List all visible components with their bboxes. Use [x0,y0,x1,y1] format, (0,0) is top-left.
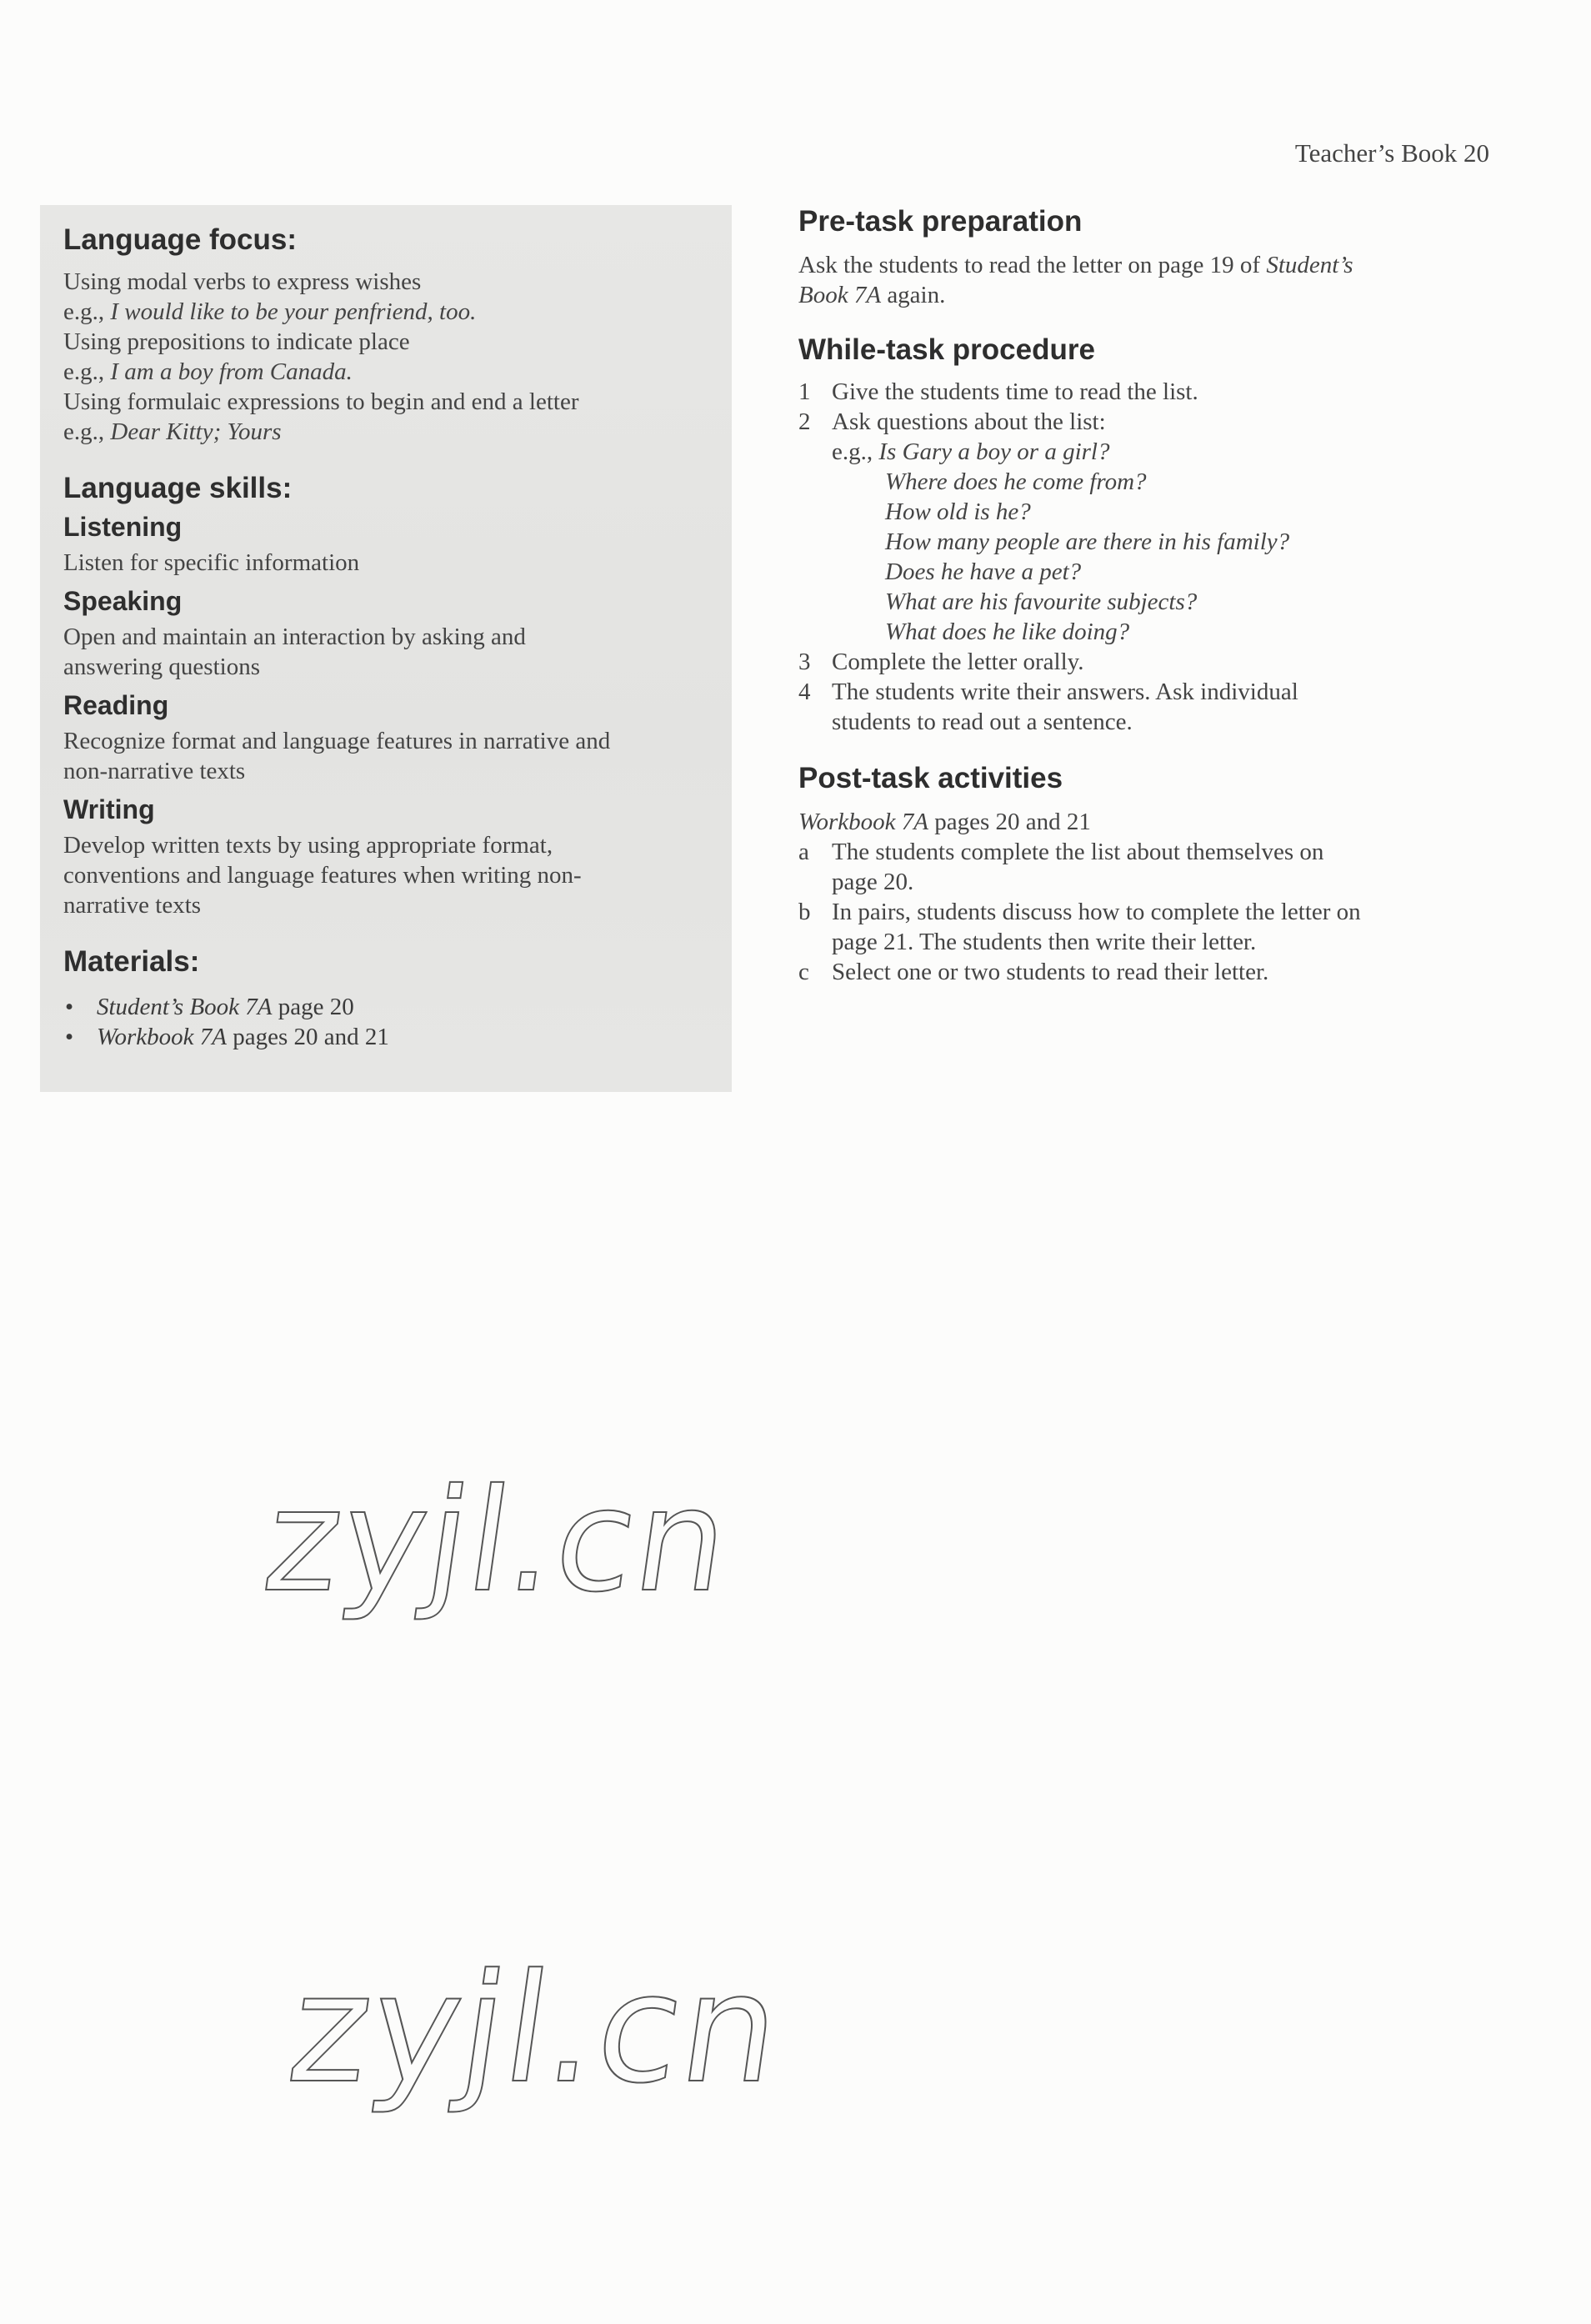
reading-heading: Reading [63,690,169,720]
language-focus-list [63,267,712,447]
listening-heading: Listening [63,512,183,542]
language-skills-heading: Language skills: [63,472,293,504]
left-panel [40,205,732,1092]
reading-text: non-narrative texts [63,758,246,784]
post-task-list [798,807,1490,987]
writing-heading: Writing [63,794,155,824]
activity-item: a The students complete the list about themselves on page 20. [798,839,1324,895]
speaking-text: answering questions [63,654,260,680]
question-item: What are his favourite subjects? [885,589,1198,615]
question-item: What does he like doing? [885,619,1130,645]
step-item: 4 The students write their answers. Ask individual students to read out a sentence. [798,679,1298,735]
step-item: 3 Complete the letter orally. [798,649,1084,675]
pre-task-heading: Pre-task preparation [798,205,1083,238]
materials-heading: Materials: [63,945,200,978]
question-item: Does he have a pet? [885,558,1082,585]
bullet-icon: • [65,994,74,1020]
pre-task-text: Ask the students to read the letter on page 19 of Student’s Book 7A again. [798,252,1353,308]
activity-item: b In pairs, students discuss how to complete the letter on page 21. The students then write their letter. [798,899,1361,955]
writing-text: narrative texts [63,892,202,919]
right-column [798,205,1490,987]
watermark: zyjl.cn [255,1459,740,1624]
language-focus-heading: Language focus: [63,223,298,256]
language-focus-example: e.g., I am a boy from Canada. [63,358,353,385]
reading-text: Recognize format and language features in narrative and [63,728,611,754]
materials-item: • Workbook 7A pages 20 and 21 [65,1024,389,1050]
activity-item: c Select one or two students to read their letter. [798,959,1269,985]
bullet-icon: • [65,1024,74,1050]
while-task-heading: While-task procedure [798,333,1095,366]
language-focus-example: e.g., Dear Kitty; Yours [63,418,282,445]
speaking-text: Open and maintain an interaction by asking and [63,624,526,650]
materials-item: • Student’s Book 7A page 20 [65,994,354,1020]
post-task-heading: Post-task activities [798,762,1063,794]
step-item: 1 Give the students time to read the list. [798,378,1198,405]
watermark: zyjl.cn [279,1942,792,2116]
question-item: How old is he? [885,498,1031,525]
workbook-reference: Workbook 7A pages 20 and 21 [798,809,1091,835]
listening-text: Listen for specific information [63,549,360,576]
speaking-heading: Speaking [63,586,183,616]
writing-text: Develop written texts by using appropriate format, [63,832,553,859]
question-example: e.g., Is Gary a boy or a girl? [832,438,1110,465]
language-focus-item: Using modal verbs to express wishes [63,268,422,295]
while-task-list [798,377,1490,737]
materials-list [63,992,712,1052]
language-focus-item: Using formulaic expressions to begin and end a letter [63,388,579,415]
page-header: Teacher’s Book 20 [1294,138,1489,168]
writing-text: conventions and language features when writing non- [63,862,582,889]
language-focus-example: e.g., I would like to be your penfriend, too. [63,298,477,325]
language-focus-item: Using prepositions to indicate place [63,328,410,355]
question-item: How many people are there in his family? [885,528,1290,555]
question-item: Where does he come from? [885,468,1147,495]
step-item: 2 Ask questions about the list: [798,408,1106,435]
